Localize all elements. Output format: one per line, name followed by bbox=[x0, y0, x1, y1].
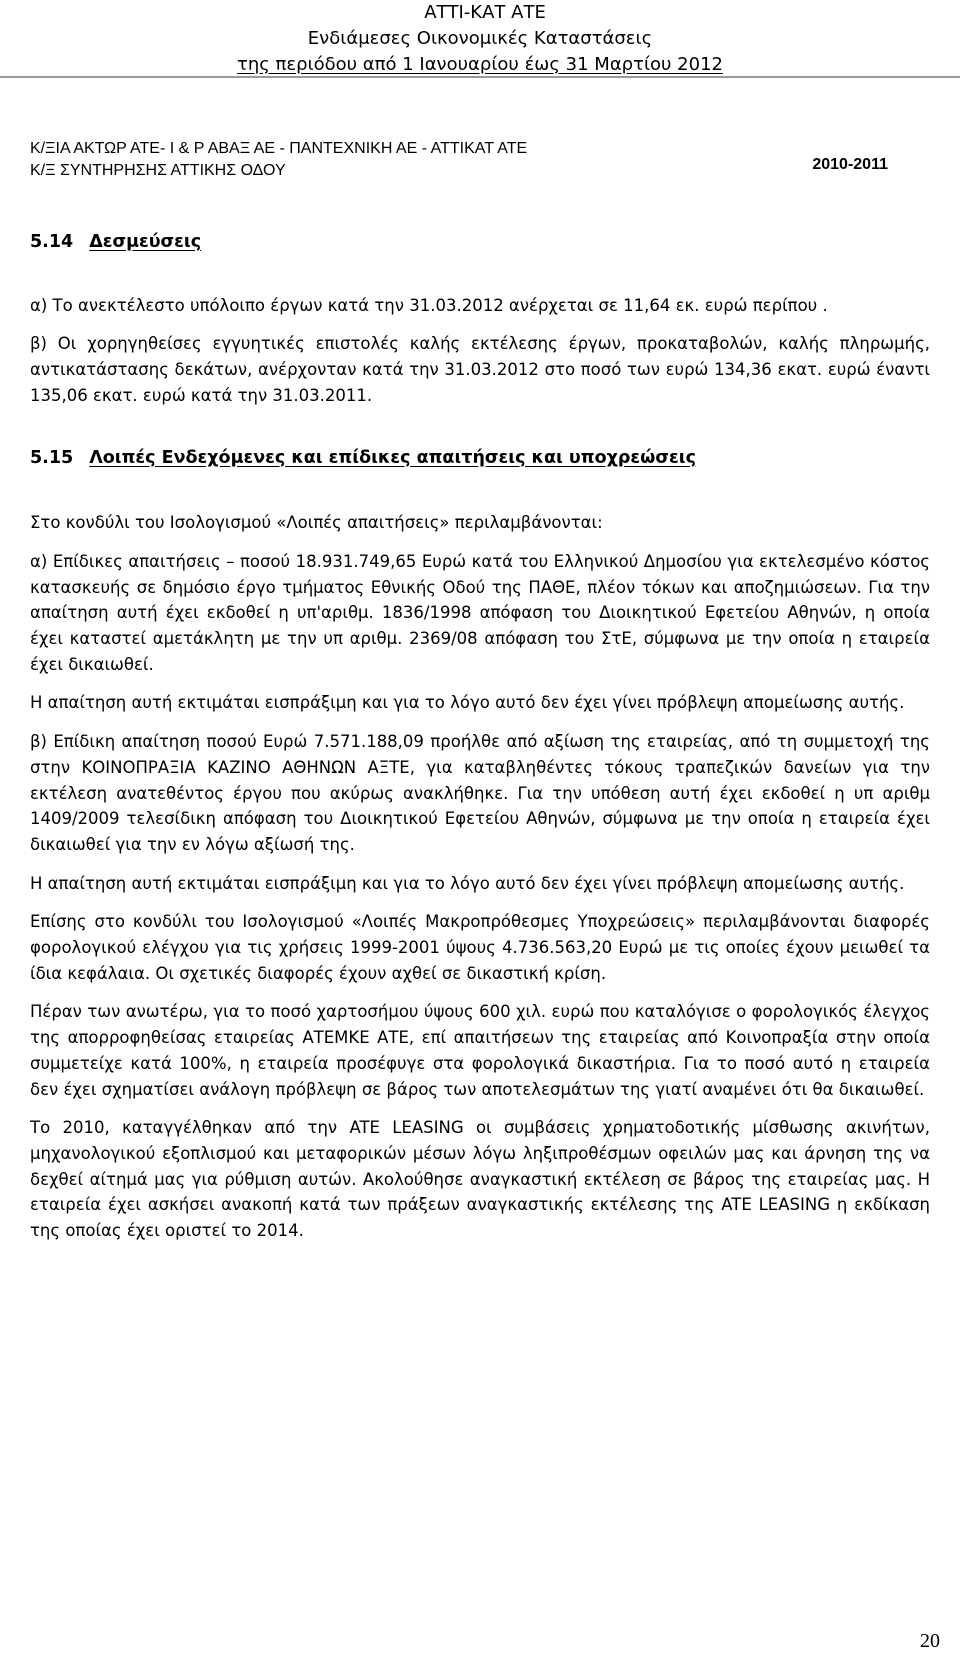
header-period: της περιόδου από 1 Ιανουαρίου έως 31 Μαρτίου 2012 bbox=[236, 54, 723, 75]
paragraph: α) Το ανεκτέλεστο υπόλοιπο έργων κατά την 31.03.2012 ανέρχεται σε 11,64 εκ. ευρώ περίπου . bbox=[30, 295, 828, 315]
paragraph: Το 2010, καταγγέλθηκαν από την ATE LEASING οι συμβάσεις χρηματοδοτικής μίσθωσης ακινήτων, μηχανολογικού εξοπλισμού και μεταφορικών μέσων λόγω ληξιπροθέσμων οφειλών μας και άρνηση της να δεχθεί αίτημά μας για ρύθμιση αυτών. Ακολούθησε αναγκαστική εκτέλεση σε βάρος της εταιρείας μας. Η εταιρεία έχει ασκήσει ανακοπή κατά των πράξεων αναγκαστικής εκτέλεσης της ATE LEASING η εκδίκαση της οποίας έχει οριστεί το 2014. bbox=[30, 1118, 930, 1241]
section-number: 5.14 bbox=[30, 232, 74, 252]
subheader bbox=[30, 138, 910, 182]
paragraph: β) Επίδικη απαίτηση ποσού Ευρώ 7.571.188,09 προήλθε από αξίωση της εταιρείας, από τη συμμετοχή της στην ΚΟΙΝΟΠΡΑΞΙΑ ΚΑΖΙΝΟ ΑΘΗΝΩΝ ΑΞΤΕ, για καταβληθέντες τόκους τραπεζικών δανείων για την εκτέλεση ανατεθέντος έργου που ακύρως ανακλήθηκε. Για την υπόθεση αυτή έχει εκδοθεί η υπ αριθμ 1409/2009 τελεσίδικη απόφαση του Διοικητικού Εφετείου Αθηνών, σύμφωνα με την οποία η εταιρεία έχει δικαιωθεί για την εν λόγω αξίωσή της. bbox=[30, 732, 930, 854]
paragraph: Η απαίτηση αυτή εκτιμάται εισπράξιμη και για το λόγο αυτό δεν έχει γίνει πρόβλεψη απομείωσης αυτής. bbox=[30, 693, 905, 713]
header-divider bbox=[0, 76, 960, 78]
page-header bbox=[0, 0, 960, 78]
subheader-maintenance: Κ/Ξ ΣΥΝΤΗΡΗΣΗΣ ΑΤΤΙΚΗΣ ΟΔΟΥ bbox=[30, 162, 286, 179]
paragraph: α) Επίδικες απαιτήσεις – ποσού 18.931.749,65 Ευρώ κατά του Ελληνικού Δημοσίου για εκτελεσμένο κόστος κατασκευής σε δημόσιο έργο τμήματος Εθνικής Οδού της ΠΑΘΕ, πλέον τόκων και αποζημιώσεων. Για την απαίτηση αυτή έχει εκδοθεί η υπ'αριθμ. 1836/1998 απόφαση του Διοικητικού Εφετείου Αθηνών, η οποία έχει καταστεί αμετάκλητη με την υπ αριθμ. 2369/08 απόφαση του ΣτΕ, σύμφωνα με την οποία η εταιρεία έχει δικαιωθεί. bbox=[30, 551, 930, 674]
subheader-years: 2010-2011 bbox=[812, 156, 888, 173]
paragraph: Στο κονδύλι του Ισολογισμού «Λοιπές απαιτήσεις» περιλαμβάνονται: bbox=[30, 513, 603, 533]
paragraph: Επίσης στο κονδύλι του Ισολογισμού «Λοιπές Μακροπρόθεσμες Υποχρεώσεις» περιλαμβάνονται διαφορές φορολογικού ελέγχου για τις χρήσεις 1999-2001 ύψους 4.736.563,20 Ευρώ με τις οποίες έχουν μειωθεί τα ίδια κεφάλαια. Οι σχετικές διαφορές έχουν αχθεί σε δικαστική κρίση. bbox=[30, 912, 930, 983]
subheader-consortium: Κ/ΞΙΑ ΑΚΤΩΡ ΑΤΕ- Ι & Ρ ΑΒΑΞ ΑΕ - ΠΑΝΤΕΧΝΙΚΗ ΑΕ - ΑΤΤΙΚΑΤ ΑΤΕ bbox=[30, 140, 528, 157]
document-body bbox=[30, 230, 930, 1244]
paragraph: Πέραν των ανωτέρω, για το ποσό χαρτοσήμου ύψους 600 χιλ. ευρώ που καταλόγισε ο φορολογικός έλεγχος της απορροφηθείσας εταιρείας ΑΤΕΜΚΕ ΑΤΕ, επί απαιτήσεων της εταιρείας από Κοινοπραξία στην οποία συμμετείχε κατά 100%, η εταιρεία προσέφυγε στα φορολογικά δικαστήρια. Για το ποσό αυτό η εταιρεία δεν έχει σχηματίσει ανάλογη πρόβλεψη σε βάρος των αποτελεσμάτων της γιατί αναμένει ότι θα δικαιωθεί. bbox=[30, 1002, 930, 1099]
section-heading-5-14 bbox=[30, 230, 930, 256]
section-heading-5-15 bbox=[30, 446, 930, 472]
section-number: 5.15 bbox=[30, 447, 74, 468]
header-company: ΑΤΤΙ-ΚΑΤ ΑΤΕ bbox=[424, 2, 546, 23]
paragraph: Η απαίτηση αυτή εκτιμάται εισπράξιμη και για το λόγο αυτό δεν έχει γίνει πρόβλεψη απομείωσης αυτής. bbox=[30, 873, 905, 893]
section-title: Λοιπές Ενδεχόμενες και επίδικες απαιτήσεις και υποχρεώσεις bbox=[89, 447, 696, 468]
header-document-title: Ενδιάμεσες Οικονομικές Καταστάσεις bbox=[307, 28, 653, 49]
page-number: 20 bbox=[920, 1630, 940, 1652]
section-title: Δεσμεύσεις bbox=[89, 232, 202, 252]
paragraph: β) Οι χορηγηθείσες εγγυητικές επιστολές καλής εκτέλεσης έργων, προκαταβολών, καλής πληρωμής, αντικατάστασης δεκάτων, ανέρχονταν κατά την 31.03.2012 στο ποσό των ευρώ 134,36 εκατ. ευρώ έναντι 135,06 εκατ. ευρώ κατά την 31.03.2011. bbox=[30, 334, 930, 405]
